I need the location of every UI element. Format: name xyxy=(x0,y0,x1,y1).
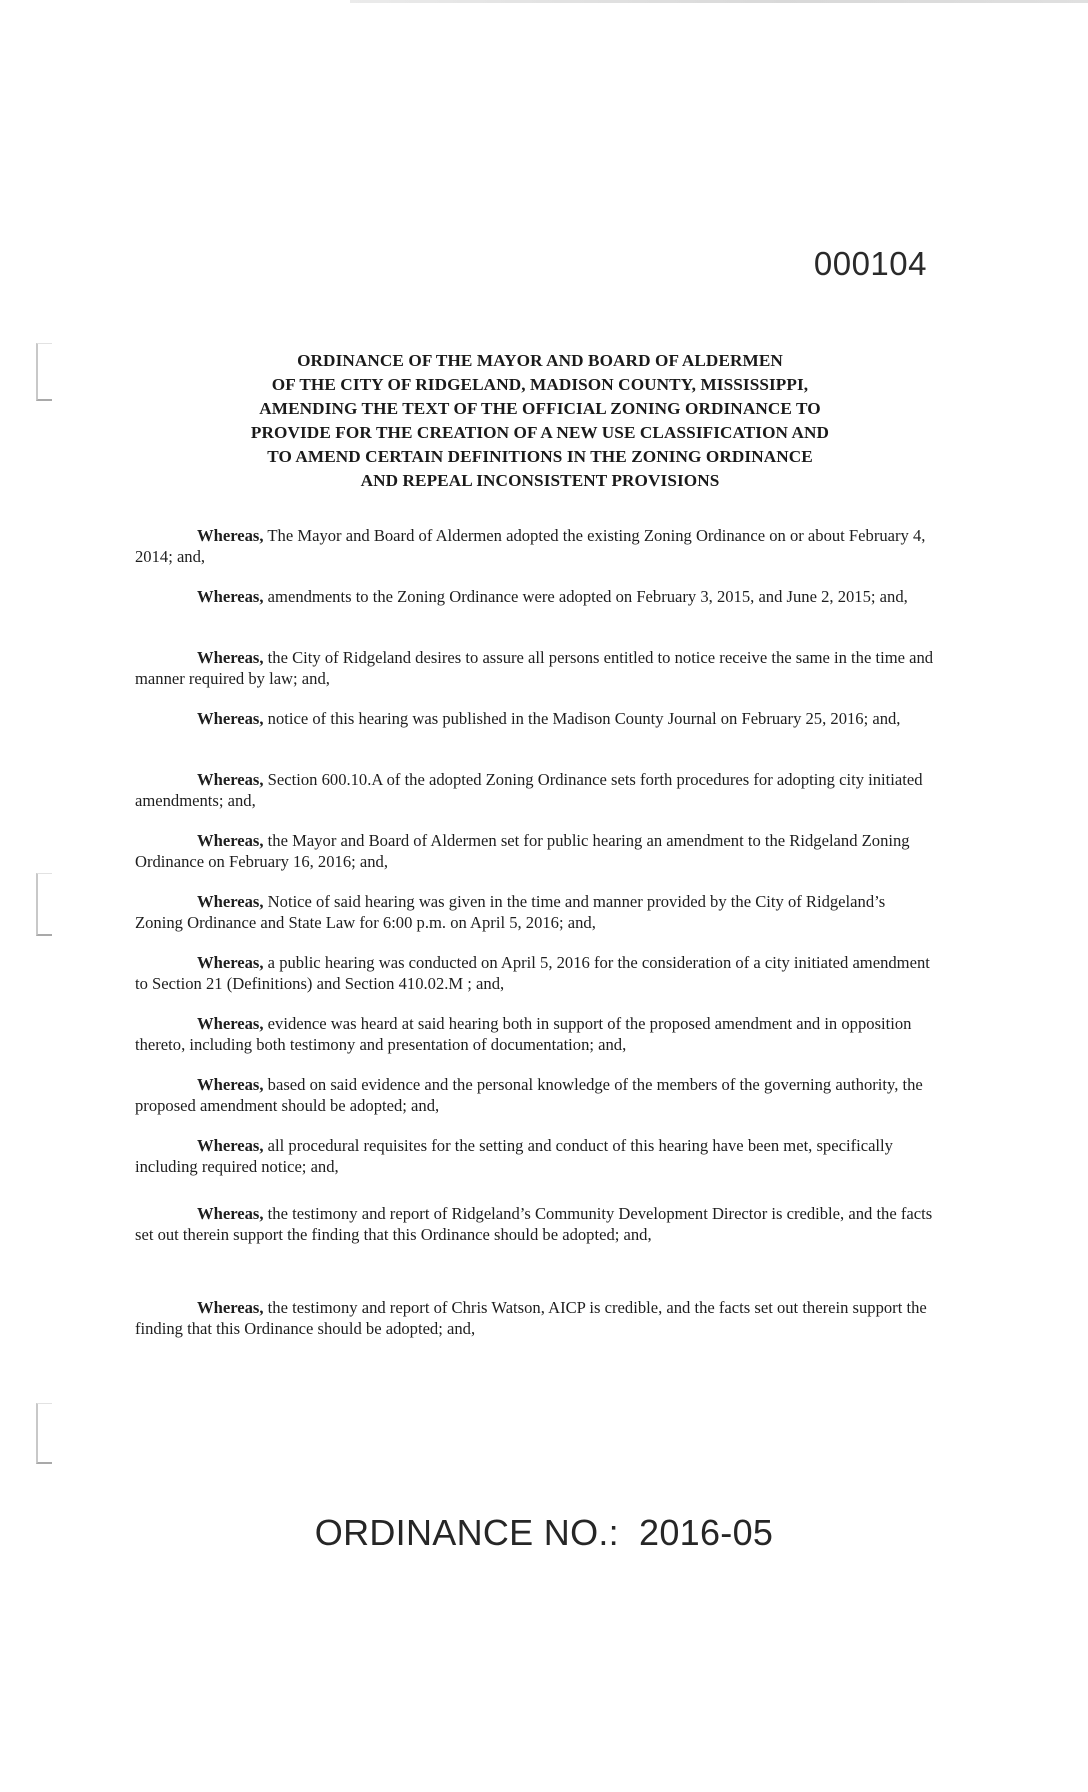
recital-lead: Whereas, xyxy=(197,1298,264,1317)
scan-edge-artifact xyxy=(350,0,1088,3)
recital-paragraph xyxy=(135,708,935,729)
title-line: AND REPEAL INCONSISTENT PROVISIONS xyxy=(360,471,720,490)
recital-lead: Whereas, xyxy=(197,953,264,972)
bates-number: 000104 xyxy=(813,245,927,282)
recital-lead: Whereas, xyxy=(197,709,264,728)
recital-paragraph xyxy=(135,952,935,994)
recital-lead: Whereas, xyxy=(197,831,264,850)
recital-lead: Whereas, xyxy=(197,1014,264,1033)
recital-text: Notice of said hearing was given in the time and manner provided by the City of Ridgeland’s Zoning Ordinance and State Law for 6:00 p.m. on April 5, 2016; and, xyxy=(135,892,886,932)
title-line: PROVIDE FOR THE CREATION OF A NEW USE CLASSIFICATION AND xyxy=(250,423,830,442)
recital-lead: Whereas, xyxy=(197,1204,264,1223)
title-line: ORDINANCE OF THE MAYOR AND BOARD OF ALDERMEN xyxy=(297,351,783,370)
recital-paragraph xyxy=(135,586,935,607)
recital-text: Section 600.10.A of the adopted Zoning Ordinance sets forth procedures for adopting city initiated amendments; and, xyxy=(135,770,923,810)
recital-lead: Whereas, xyxy=(197,587,264,606)
recital-text: a public hearing was conducted on April 5, 2016 for the consideration of a city initiated amendment to Section 21 (Definitions) and Section 410.02.M ; and, xyxy=(135,953,930,993)
title-line: AMENDING THE TEXT OF THE OFFICIAL ZONING ORDINANCE TO xyxy=(259,399,821,418)
recital-lead: Whereas, xyxy=(197,648,264,667)
recital-paragraph xyxy=(135,647,935,689)
recital-text: evidence was heard at said hearing both in support of the proposed amendment and in opposition thereto, including both testimony and presentation of documentation; and, xyxy=(135,1014,912,1054)
recital-text: the City of Ridgeland desires to assure all persons entitled to notice receive the same in the time and manner required by law; and, xyxy=(135,648,934,688)
recital-text: notice of this hearing was published in the Madison County Journal on February 25, 2016; and, xyxy=(263,709,901,728)
recital-paragraph xyxy=(135,830,935,872)
ordinance-title xyxy=(140,349,940,493)
ordinance-number-footer xyxy=(0,1512,1088,1554)
recital-lead: Whereas, xyxy=(197,1136,264,1155)
title-line: TO AMEND CERTAIN DEFINITIONS IN THE ZONING ORDINANCE xyxy=(267,447,813,466)
recital-lead: Whereas, xyxy=(197,892,264,911)
recital-paragraph xyxy=(135,525,935,567)
recital-paragraph xyxy=(135,1013,935,1055)
ordinance-number-value: 2016-05 xyxy=(639,1512,774,1553)
recital-text: the testimony and report of Chris Watson, AICP is credible, and the facts set out therein support the finding that this Ordinance should be adopted; and, xyxy=(135,1298,927,1338)
recital-text: based on said evidence and the personal knowledge of the members of the governing authority, the proposed amendment should be adopted; and, xyxy=(135,1075,923,1115)
ordinance-number-label: ORDINANCE NO.: xyxy=(314,1512,619,1553)
title-line: OF THE CITY OF RIDGELAND, MADISON COUNTY, MISSISSIPPI, xyxy=(271,375,809,394)
recital-paragraph xyxy=(135,1203,935,1245)
recital-lead: Whereas, xyxy=(197,1075,264,1094)
binder-bracket-mark xyxy=(36,873,52,936)
recital-text: all procedural requisites for the setting and conduct of this hearing have been met, specifically including required notice; and, xyxy=(135,1136,893,1176)
recital-paragraph xyxy=(135,1074,935,1116)
recital-text: amendments to the Zoning Ordinance were adopted on February 3, 2015, and June 2, 2015; and, xyxy=(263,587,908,606)
recital-paragraph xyxy=(135,769,935,811)
recital-text: The Mayor and Board of Aldermen adopted the existing Zoning Ordinance on or about February 4, 2014; and, xyxy=(135,526,926,566)
recital-lead: Whereas, xyxy=(197,770,264,789)
recital-paragraph xyxy=(135,891,935,933)
recital-text: the Mayor and Board of Aldermen set for public hearing an amendment to the Ridgeland Zoning Ordinance on February 16, 2016; and, xyxy=(135,831,910,871)
recital-paragraph xyxy=(135,1135,935,1177)
recital-text: the testimony and report of Ridgeland’s Community Development Director is credible, and the facts set out therein support the finding that this Ordinance should be adopted; and, xyxy=(135,1204,933,1244)
binder-bracket-mark xyxy=(36,343,52,401)
recital-lead: Whereas, xyxy=(197,526,264,545)
binder-bracket-mark xyxy=(36,1403,52,1464)
recital-paragraph xyxy=(135,1297,935,1339)
